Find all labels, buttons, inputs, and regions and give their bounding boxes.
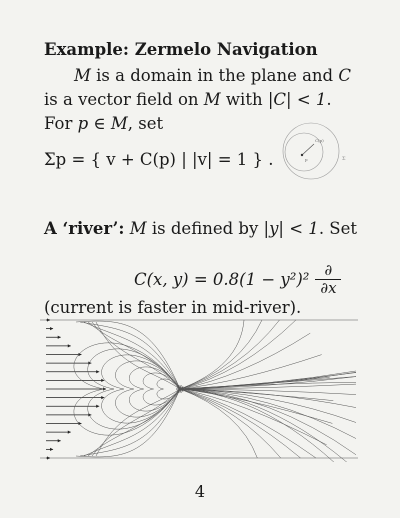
current-formula: C(x, y) = 0.8(1 − y²)² $\frac{\partial}{\partial x}$ xyxy=(134,262,341,297)
geodesic-curve xyxy=(180,320,244,389)
arrow-head xyxy=(96,370,99,373)
geodesic-curve xyxy=(180,371,356,389)
shifted-circle xyxy=(283,123,339,179)
geodesic-curve xyxy=(143,373,180,389)
arrow-head xyxy=(50,327,53,330)
partial-derivative: $\frac{\partial}{\partial x}$ xyxy=(315,262,341,297)
label-p: p xyxy=(305,157,308,162)
geodesic-curve xyxy=(143,389,180,405)
geodesic-curve xyxy=(180,389,257,458)
intro-paragraph: M is a domain in the plane and C is a vector field on M with |C| < 1. For p ∈ M, set xyxy=(44,66,351,133)
geodesic-curve xyxy=(180,389,316,458)
current-note: (current is faster in mid-river). xyxy=(44,298,302,317)
slide-heading: Example: Zermelo Navigation xyxy=(44,40,318,59)
geodesic-curves xyxy=(74,320,356,462)
arrow-head xyxy=(47,318,50,321)
geodesic-curve xyxy=(180,389,281,458)
geodesic-curve xyxy=(129,367,180,389)
point-p xyxy=(301,154,303,156)
geodesic-curve xyxy=(180,389,327,445)
arrow-head xyxy=(58,336,61,339)
label-cp: C(p) xyxy=(315,138,324,143)
current-arrows xyxy=(46,318,106,459)
indicatrix-diagram xyxy=(280,120,350,180)
geodesic-curve xyxy=(180,320,280,389)
geodesic-curve xyxy=(129,389,180,411)
arrow-head xyxy=(58,439,61,442)
geodesic-curve xyxy=(88,389,180,429)
sigma-definition: Σp = { v + C(p) | |v| = 1 } . xyxy=(44,150,274,169)
geodesic-curve xyxy=(180,320,262,389)
page-number: 4 xyxy=(194,482,206,501)
river-field-diagram xyxy=(40,316,358,462)
arrow-head xyxy=(96,405,99,408)
arrow-head xyxy=(68,431,71,434)
river-statement: A ‘river’: M is defined by |y| < 1. Set xyxy=(44,219,358,238)
vector-arrow xyxy=(302,144,314,155)
arrow-head xyxy=(68,344,71,347)
arrow-head xyxy=(47,456,50,459)
symbol-m: M xyxy=(74,66,91,85)
arrow-head xyxy=(50,448,53,451)
label-sigma: Σ xyxy=(342,156,346,162)
geodesic-curve xyxy=(88,349,180,389)
